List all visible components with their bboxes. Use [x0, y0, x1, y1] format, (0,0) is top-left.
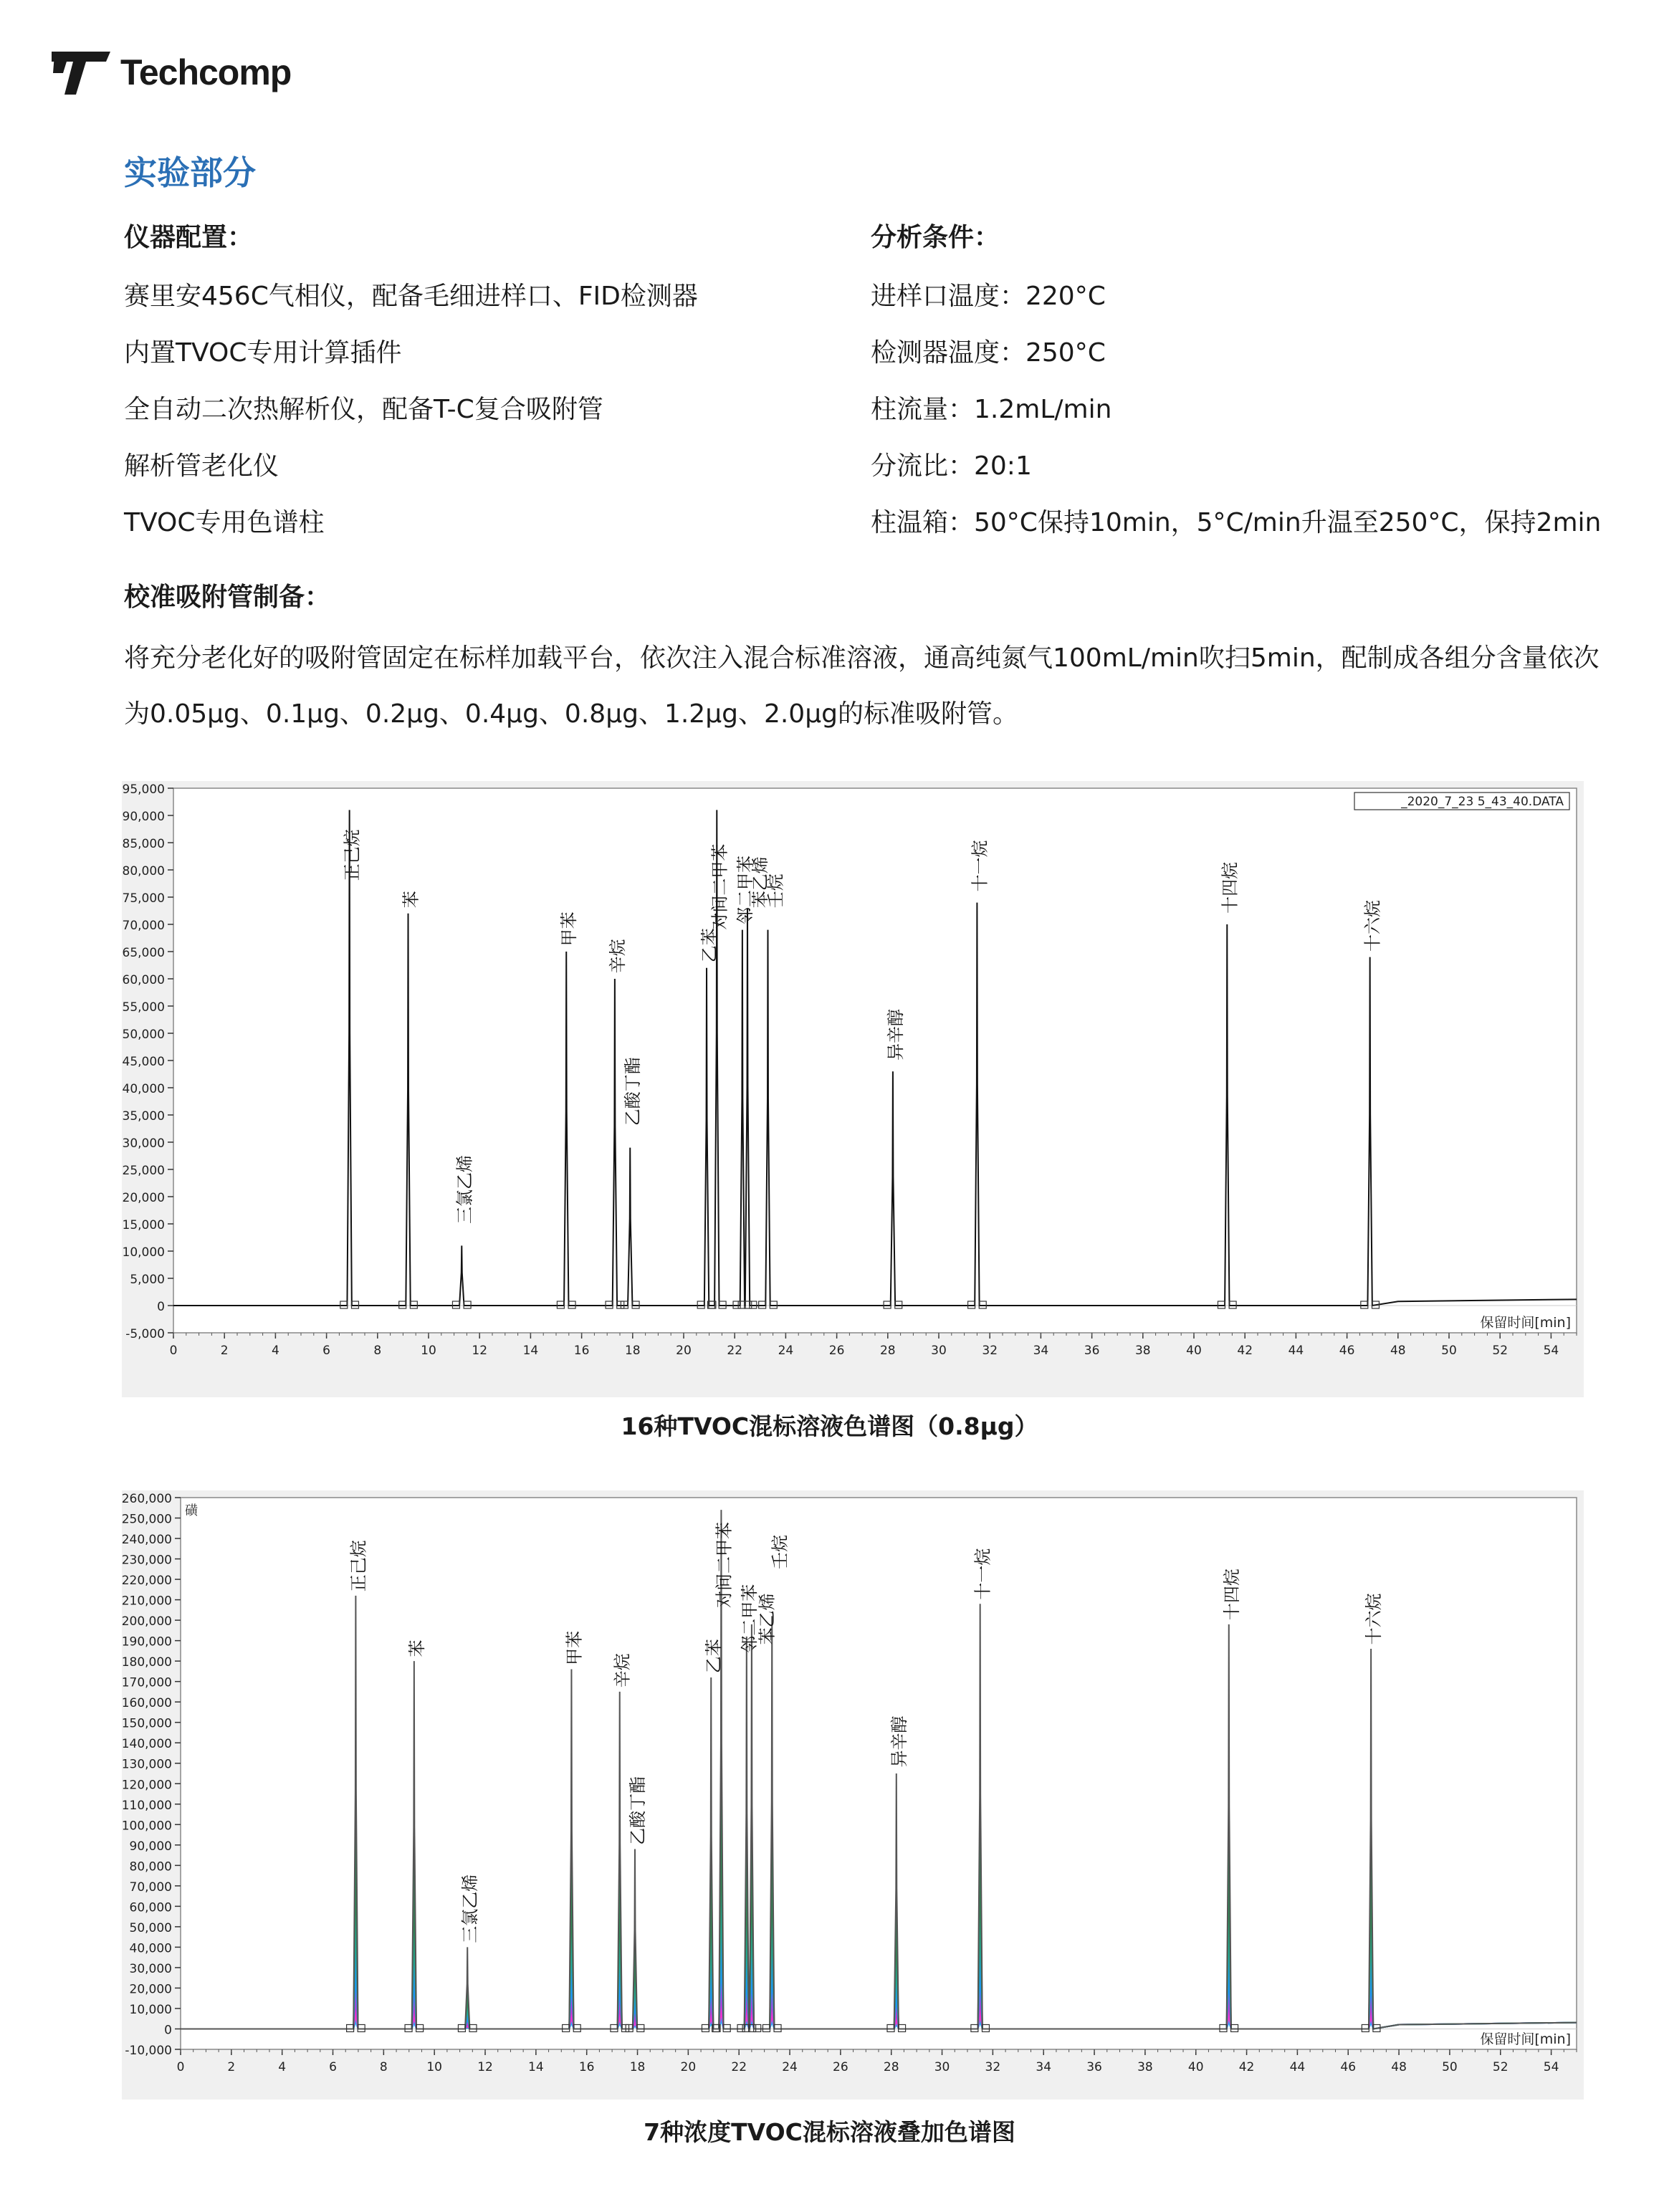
x-tick-label: 30 — [934, 2060, 950, 2074]
y-tick-label: 55,000 — [122, 1000, 165, 1015]
peak-label: 乙酸丁酯 — [627, 1776, 648, 1845]
x-tick-label: 6 — [329, 2060, 337, 2074]
x-tick-label: 10 — [421, 1344, 436, 1358]
y-tick-label: 80,000 — [122, 864, 165, 878]
peak-label: 十六烷 — [1364, 1593, 1385, 1645]
y-tick-label: 160,000 — [122, 1696, 172, 1711]
y-tick-label: 25,000 — [122, 1164, 165, 1178]
peak-label: 乙酸丁酯 — [623, 1057, 644, 1126]
x-axis-label: 保留时间[min] — [1480, 2031, 1571, 2047]
x-tick-label: 28 — [879, 1344, 896, 1358]
x-tick-label: 40 — [1186, 1344, 1202, 1358]
y-tick-label: 90,000 — [122, 810, 165, 824]
x-tick-label: 8 — [373, 1344, 382, 1358]
x-tick-label: 18 — [624, 1344, 641, 1358]
y-tick-label: 220,000 — [122, 1574, 172, 1589]
x-tick-label: 32 — [985, 2060, 1001, 2074]
peak-label: 乙苯 — [699, 928, 720, 963]
peak-label: 十一烷 — [972, 1548, 993, 1600]
peak-label: 苯乙烯 — [757, 1593, 778, 1645]
x-tick-label: 4 — [278, 2060, 287, 2074]
y-tick-label: 20,000 — [122, 1191, 165, 1205]
y-tick-label: 30,000 — [129, 1961, 172, 1976]
x-tick-label: 30 — [931, 1344, 947, 1358]
peak-label: 十一烷 — [970, 840, 990, 892]
brand-name: Techcomp — [120, 52, 292, 92]
peak-label: 甲苯 — [559, 911, 580, 947]
peak-label: 乙苯 — [704, 1639, 725, 1674]
x-tick-label: 44 — [1288, 1344, 1304, 1358]
y-tick-label: 60,000 — [129, 1900, 172, 1915]
x-tick-label: 50 — [1442, 2060, 1458, 2074]
x-tick-label: 36 — [1086, 2060, 1102, 2074]
x-tick-label: 0 — [169, 1344, 178, 1358]
instrument-line: 全自动二次热解析仪，配备T-C复合吸附管 — [124, 395, 603, 424]
prep-paragraph: 将充分老化好的吸附管固定在标样加载平台，依次注入混合标准溶液，通高纯氮气100mL/min吹扫5min，配制成各组分含量依次为0.05μg、0.1μg、0.2μg、0.4μg、0.8μg、1.2μg、2.0μg的标准吸附管。 — [124, 643, 1600, 729]
x-tick-label: 38 — [1137, 2060, 1153, 2074]
y-tick-label: 50,000 — [122, 1028, 165, 1042]
y-tick-label: 10,000 — [129, 2002, 172, 2017]
peak-label: 壬烷 — [765, 873, 786, 909]
y-tick-label: 170,000 — [122, 1675, 172, 1690]
y-tick-label: 0 — [157, 1300, 165, 1314]
y-tick-label: 40,000 — [122, 1082, 165, 1096]
y-tick-label: 210,000 — [122, 1594, 172, 1609]
instrument-line: TVOC专用色谱柱 — [124, 508, 325, 537]
x-tick-label: 26 — [833, 2060, 848, 2074]
x-tick-label: 52 — [1492, 2060, 1509, 2074]
prep-heading: 校准吸附管制备： — [124, 583, 331, 612]
y-tick-label: 30,000 — [122, 1136, 165, 1151]
peak-label: 十六烷 — [1362, 900, 1383, 952]
peak-label: 对间二甲苯 — [709, 843, 730, 930]
peak-label: 壬烷 — [770, 1534, 790, 1569]
peak-label: 异辛醇 — [889, 1715, 909, 1768]
x-tick-label: 42 — [1238, 2060, 1255, 2074]
techcomp-logo-icon — [50, 47, 115, 97]
x-tick-label: 20 — [680, 2060, 697, 2074]
instrument-line: 赛里安456C气相仪，配备毛细进样口、FID检测器 — [124, 282, 698, 311]
condition-line: 进样口温度：220°C — [871, 282, 1106, 311]
y-tick-label: 50,000 — [129, 1920, 172, 1935]
y-tick-label: 150,000 — [122, 1716, 172, 1731]
peak-label: 十四烷 — [1220, 861, 1240, 914]
y-tick-label: 100,000 — [122, 1819, 172, 1834]
x-tick-label: 54 — [1543, 1344, 1559, 1358]
peak-label: 苯 — [406, 1639, 427, 1657]
y-tick-label: 40,000 — [129, 1941, 172, 1956]
y-tick-label: 250,000 — [122, 1512, 172, 1527]
x-tick-label: 4 — [271, 1344, 279, 1358]
condition-line: 检测器温度：250°C — [871, 338, 1106, 368]
y-tick-label: 35,000 — [122, 1109, 165, 1124]
y-tick-label: 80,000 — [129, 1859, 172, 1875]
y-tick-label: -5,000 — [125, 1327, 165, 1341]
x-tick-label: 8 — [379, 2060, 388, 2074]
peak-label: 十四烷 — [1221, 1569, 1242, 1621]
peak-label: 辛烷 — [607, 939, 628, 974]
peak-label: 苯乙烯 — [750, 856, 771, 909]
corner-label: 磺 — [185, 1503, 198, 1518]
y-tick-label: 0 — [164, 2023, 172, 2038]
y-tick-label: 110,000 — [122, 1798, 172, 1813]
y-tick-label: 20,000 — [129, 1982, 172, 1997]
y-tick-label: -10,000 — [125, 2044, 172, 2058]
instrument-line: 内置TVOC专用计算插件 — [124, 338, 402, 368]
y-tick-label: 190,000 — [122, 1634, 172, 1650]
peak-label: 三氯乙烯 — [454, 1155, 475, 1224]
x-tick-label: 6 — [322, 1344, 331, 1358]
x-tick-label: 52 — [1492, 1344, 1509, 1358]
y-tick-label: 75,000 — [122, 891, 165, 906]
peak-label: 邻二甲苯 — [735, 856, 755, 924]
x-tick-label: 2 — [220, 1344, 229, 1358]
y-tick-label: 260,000 — [122, 1492, 172, 1506]
x-tick-label: 46 — [1340, 2060, 1357, 2074]
peak-label: 对间二甲苯 — [714, 1522, 735, 1608]
legend-entry: _2020_7_23 5_43_40.DATA — [1401, 795, 1564, 809]
section-title: 实验部分 — [124, 153, 256, 192]
x-tick-label: 26 — [828, 1344, 845, 1358]
y-tick-label: 65,000 — [122, 946, 165, 960]
y-tick-label: 60,000 — [122, 973, 165, 987]
chromatogram-overlay-7-conc — [122, 1490, 1584, 2100]
y-tick-label: 200,000 — [122, 1614, 172, 1629]
y-tick-label: 180,000 — [122, 1655, 172, 1670]
x-tick-label: 22 — [727, 1344, 743, 1358]
x-tick-label: 10 — [426, 2060, 443, 2074]
x-tick-label: 2 — [227, 2060, 236, 2074]
x-tick-label: 16 — [573, 1344, 590, 1358]
x-tick-label: 16 — [578, 2060, 595, 2074]
x-tick-label: 50 — [1441, 1344, 1457, 1358]
x-tick-label: 46 — [1339, 1344, 1355, 1358]
x-tick-label: 34 — [1036, 2060, 1052, 2074]
conditions-heading: 分析条件： — [871, 223, 1000, 252]
peak-label: 正己烷 — [342, 829, 363, 881]
instrument-line: 解析管老化仪 — [124, 451, 279, 481]
condition-line: 柱流量：1.2mL/min — [871, 395, 1112, 424]
peak-label: 正己烷 — [348, 1540, 369, 1592]
x-tick-label: 24 — [782, 2060, 798, 2074]
x-tick-label: 42 — [1237, 1344, 1253, 1358]
x-tick-label: 32 — [982, 1344, 998, 1358]
plot-area — [181, 1498, 1577, 2049]
x-tick-label: 44 — [1289, 2060, 1306, 2074]
brand-logo — [50, 47, 291, 97]
x-tick-label: 22 — [731, 2060, 747, 2074]
y-tick-label: 10,000 — [122, 1245, 165, 1260]
y-tick-label: 240,000 — [122, 1533, 172, 1548]
x-tick-label: 12 — [472, 1344, 488, 1358]
instrument-heading: 仪器配置： — [124, 223, 254, 252]
x-tick-label: 34 — [1033, 1344, 1049, 1358]
x-tick-label: 24 — [778, 1344, 794, 1358]
condition-line: 分流比：20:1 — [871, 451, 1032, 481]
y-tick-label: 85,000 — [122, 837, 165, 851]
chart2-caption: 7种浓度TVOC混标溶液叠加色谱图 — [644, 2118, 1015, 2146]
x-tick-label: 14 — [528, 2060, 544, 2074]
x-tick-label: 54 — [1543, 2060, 1559, 2074]
y-tick-label: 70,000 — [122, 919, 165, 933]
y-tick-label: 90,000 — [129, 1839, 172, 1854]
chart1-caption: 16种TVOC混标溶液色谱图（0.8μg） — [621, 1412, 1038, 1440]
x-tick-label: 18 — [629, 2060, 646, 2074]
x-tick-label: 36 — [1084, 1344, 1100, 1358]
plot-area — [173, 788, 1577, 1333]
x-tick-label: 48 — [1391, 2060, 1407, 2074]
x-tick-label: 38 — [1134, 1344, 1151, 1358]
peak-label: 异辛醇 — [885, 1009, 906, 1060]
y-tick-label: 130,000 — [122, 1757, 172, 1772]
x-tick-label: 0 — [176, 2060, 185, 2074]
chromatogram-16-tvoc — [122, 781, 1584, 1397]
x-tick-label: 40 — [1187, 2060, 1204, 2074]
x-tick-label: 14 — [522, 1344, 539, 1358]
peak-label: 甲苯 — [564, 1630, 585, 1665]
x-tick-label: 48 — [1390, 1344, 1406, 1358]
condition-line: 柱温箱：50°C保持10min，5°C/min升温至250°C，保持2min — [871, 508, 1602, 537]
x-tick-label: 12 — [477, 2060, 493, 2074]
x-tick-label: 28 — [883, 2060, 899, 2074]
x-axis-label: 保留时间[min] — [1480, 1315, 1571, 1331]
y-tick-label: 70,000 — [129, 1880, 172, 1895]
peak-label: 邻二甲苯 — [739, 1584, 760, 1653]
y-tick-label: 45,000 — [122, 1055, 165, 1069]
y-tick-label: 15,000 — [122, 1218, 165, 1232]
y-tick-label: 120,000 — [122, 1778, 172, 1793]
x-tick-label: 20 — [676, 1344, 692, 1358]
y-tick-label: 5,000 — [130, 1273, 165, 1287]
peak-label: 三氯乙烯 — [460, 1874, 481, 1943]
y-tick-label: 95,000 — [122, 782, 165, 797]
peak-label: 辛烷 — [612, 1653, 633, 1688]
peak-label: 苯 — [401, 891, 421, 909]
y-tick-label: 140,000 — [122, 1737, 172, 1752]
y-tick-label: 230,000 — [122, 1553, 172, 1568]
